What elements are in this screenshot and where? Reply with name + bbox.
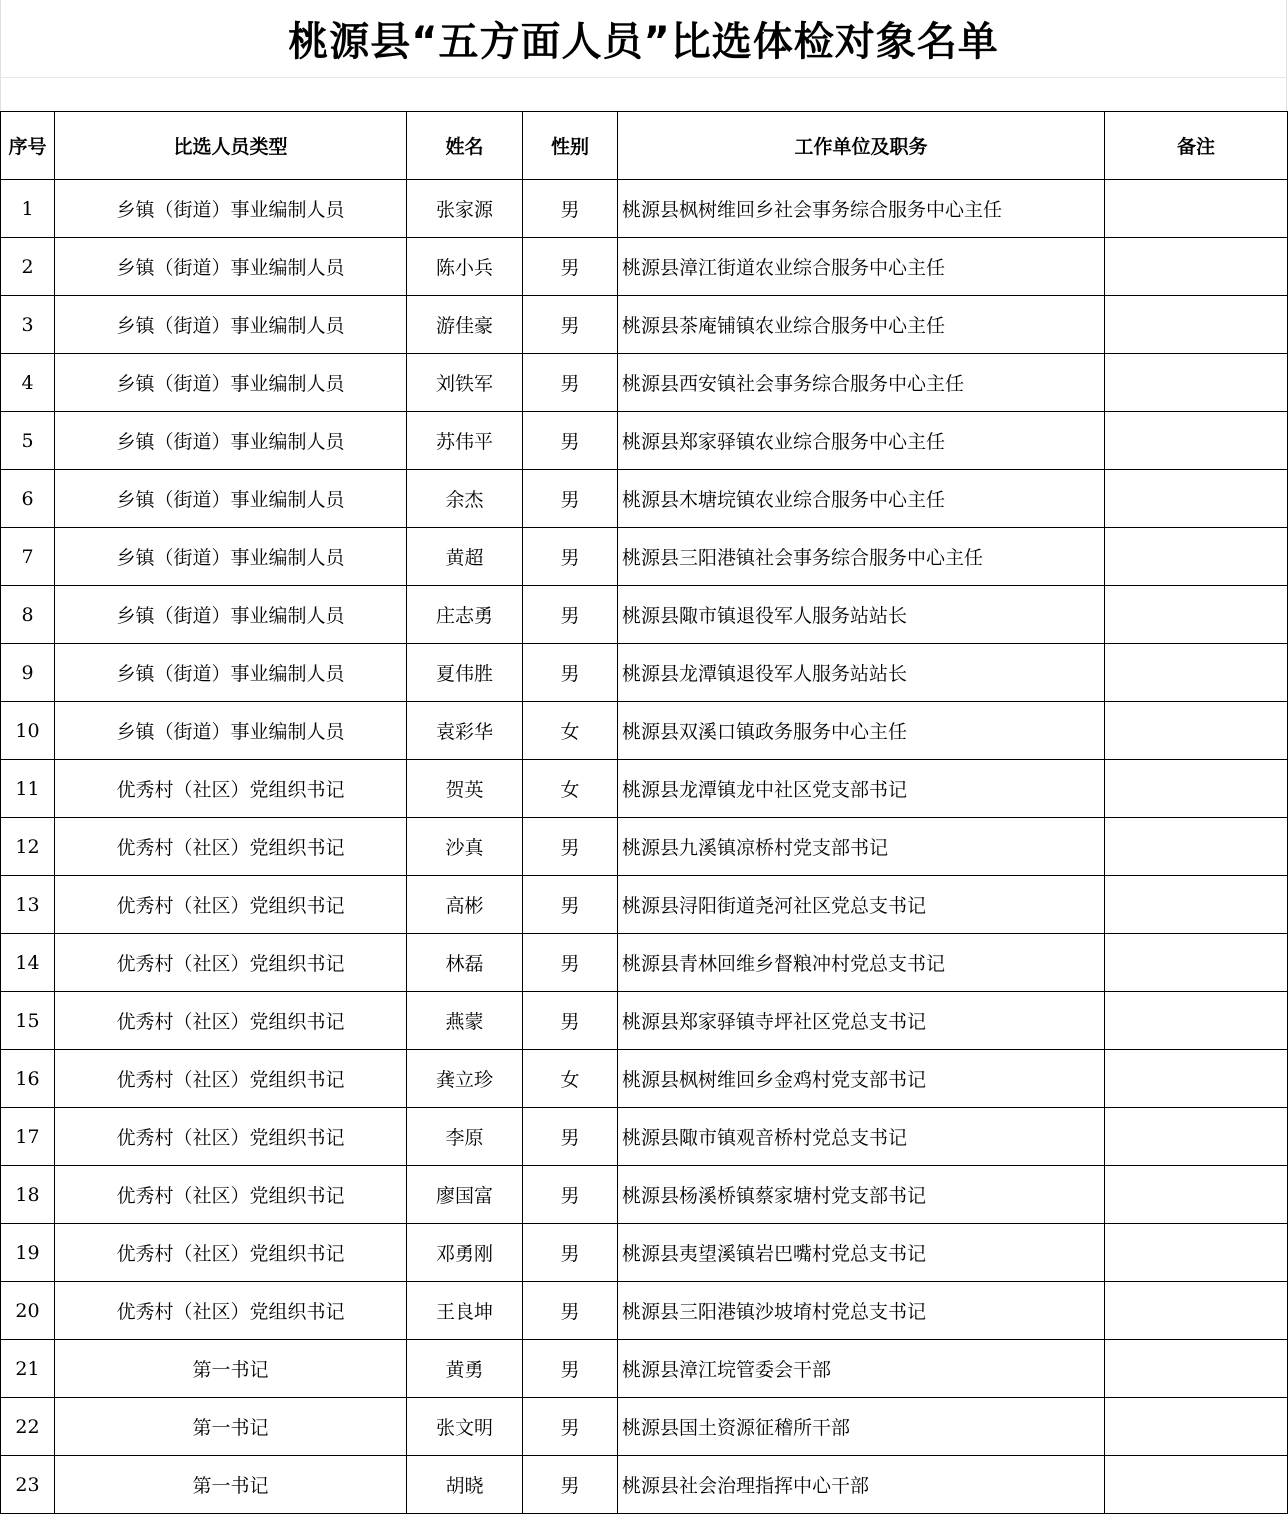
cell-type: 乡镇（街道）事业编制人员	[55, 354, 407, 412]
cell-gender: 男	[523, 238, 618, 296]
cell-note	[1105, 1456, 1288, 1514]
table-row	[1, 1456, 1288, 1514]
cell-note	[1105, 238, 1288, 296]
cell-note	[1105, 296, 1288, 354]
cell-gender: 男	[523, 876, 618, 934]
header-type: 比选人员类型	[55, 112, 407, 180]
cell-name: 苏伟平	[407, 412, 523, 470]
cell-unit: 桃源县双溪口镇政务服务中心主任	[618, 702, 1105, 760]
cell-note	[1105, 1224, 1288, 1282]
cell-note	[1105, 760, 1288, 818]
cell-unit: 桃源县龙潭镇龙中社区党支部书记	[618, 760, 1105, 818]
cell-gender: 男	[523, 528, 618, 586]
table-row	[1, 992, 1288, 1050]
cell-unit: 桃源县社会治理指挥中心干部	[618, 1456, 1105, 1514]
cell-unit: 桃源县九溪镇凉桥村党支部书记	[618, 818, 1105, 876]
cell-type: 优秀村（社区）党组织书记	[55, 1166, 407, 1224]
cell-type: 乡镇（街道）事业编制人员	[55, 412, 407, 470]
cell-gender: 男	[523, 644, 618, 702]
cell-unit: 桃源县杨溪桥镇蔡家塘村党支部书记	[618, 1166, 1105, 1224]
header-note: 备注	[1105, 112, 1288, 180]
cell-name: 胡晓	[407, 1456, 523, 1514]
cell-name: 高彬	[407, 876, 523, 934]
table-row	[1, 412, 1288, 470]
cell-name: 刘铁军	[407, 354, 523, 412]
cell-index: 10	[1, 702, 55, 760]
table-row	[1, 1108, 1288, 1166]
title-row	[0, 0, 1287, 78]
table-row	[1, 818, 1288, 876]
table-row	[1, 180, 1288, 238]
cell-note	[1105, 1282, 1288, 1340]
cell-type: 优秀村（社区）党组织书记	[55, 1224, 407, 1282]
cell-gender: 女	[523, 702, 618, 760]
cell-name: 李原	[407, 1108, 523, 1166]
table-row	[1, 470, 1288, 528]
cell-name: 袁彩华	[407, 702, 523, 760]
cell-note	[1105, 1166, 1288, 1224]
cell-name: 庄志勇	[407, 586, 523, 644]
cell-name: 张文明	[407, 1398, 523, 1456]
cell-index: 1	[1, 180, 55, 238]
cell-unit: 桃源县木塘垸镇农业综合服务中心主任	[618, 470, 1105, 528]
cell-note	[1105, 934, 1288, 992]
cell-type: 乡镇（街道）事业编制人员	[55, 296, 407, 354]
cell-gender: 女	[523, 760, 618, 818]
cell-type: 乡镇（街道）事业编制人员	[55, 644, 407, 702]
header-name: 姓名	[407, 112, 523, 180]
cell-index: 21	[1, 1340, 55, 1398]
cell-type: 优秀村（社区）党组织书记	[55, 818, 407, 876]
cell-gender: 女	[523, 1050, 618, 1108]
cell-gender: 男	[523, 1456, 618, 1514]
cell-type: 优秀村（社区）党组织书记	[55, 1108, 407, 1166]
table-row	[1, 644, 1288, 702]
cell-unit: 桃源县夷望溪镇岩巴嘴村党总支书记	[618, 1224, 1105, 1282]
cell-name: 余杰	[407, 470, 523, 528]
cell-unit: 桃源县西安镇社会事务综合服务中心主任	[618, 354, 1105, 412]
cell-unit: 桃源县国土资源征稽所干部	[618, 1398, 1105, 1456]
cell-type: 优秀村（社区）党组织书记	[55, 876, 407, 934]
cell-unit: 桃源县陬市镇退役军人服务站站长	[618, 586, 1105, 644]
cell-note	[1105, 876, 1288, 934]
cell-index: 7	[1, 528, 55, 586]
cell-gender: 男	[523, 1166, 618, 1224]
table-row	[1, 586, 1288, 644]
cell-gender: 男	[523, 818, 618, 876]
cell-note	[1105, 1108, 1288, 1166]
cell-index: 9	[1, 644, 55, 702]
cell-name: 夏伟胜	[407, 644, 523, 702]
cell-gender: 男	[523, 992, 618, 1050]
cell-name: 黄超	[407, 528, 523, 586]
cell-type: 乡镇（街道）事业编制人员	[55, 180, 407, 238]
cell-name: 黄勇	[407, 1340, 523, 1398]
cell-note	[1105, 992, 1288, 1050]
cell-note	[1105, 586, 1288, 644]
cell-type: 乡镇（街道）事业编制人员	[55, 238, 407, 296]
cell-gender: 男	[523, 296, 618, 354]
cell-name: 林磊	[407, 934, 523, 992]
cell-unit: 桃源县郑家驿镇农业综合服务中心主任	[618, 412, 1105, 470]
table-row	[1, 1340, 1288, 1398]
cell-index: 22	[1, 1398, 55, 1456]
cell-unit: 桃源县漳江垸管委会干部	[618, 1340, 1105, 1398]
cell-type: 优秀村（社区）党组织书记	[55, 992, 407, 1050]
cell-note	[1105, 702, 1288, 760]
cell-gender: 男	[523, 586, 618, 644]
cell-index: 16	[1, 1050, 55, 1108]
cell-note	[1105, 1340, 1288, 1398]
cell-name: 燕蒙	[407, 992, 523, 1050]
cell-gender: 男	[523, 180, 618, 238]
cell-name: 龚立珍	[407, 1050, 523, 1108]
cell-unit: 桃源县陬市镇观音桥村党总支书记	[618, 1108, 1105, 1166]
cell-gender: 男	[523, 1224, 618, 1282]
cell-unit: 桃源县枫树维回乡社会事务综合服务中心主任	[618, 180, 1105, 238]
cell-index: 6	[1, 470, 55, 528]
cell-index: 5	[1, 412, 55, 470]
cell-gender: 男	[523, 412, 618, 470]
cell-unit: 桃源县青林回维乡督粮冲村党总支书记	[618, 934, 1105, 992]
table-row	[1, 760, 1288, 818]
table-row	[1, 1282, 1288, 1340]
cell-index: 15	[1, 992, 55, 1050]
cell-note	[1105, 528, 1288, 586]
cell-name: 张家源	[407, 180, 523, 238]
cell-note	[1105, 644, 1288, 702]
cell-note	[1105, 1398, 1288, 1456]
cell-note	[1105, 818, 1288, 876]
cell-type: 第一书记	[55, 1340, 407, 1398]
table-row	[1, 528, 1288, 586]
cell-index: 13	[1, 876, 55, 934]
cell-name: 游佳豪	[407, 296, 523, 354]
cell-type: 乡镇（街道）事业编制人员	[55, 470, 407, 528]
cell-index: 23	[1, 1456, 55, 1514]
table-row	[1, 1398, 1288, 1456]
cell-index: 20	[1, 1282, 55, 1340]
cell-index: 3	[1, 296, 55, 354]
cell-gender: 男	[523, 1398, 618, 1456]
cell-unit: 桃源县郑家驿镇寺坪社区党总支书记	[618, 992, 1105, 1050]
document-title: 桃源县“五方面人员”比选体检对象名单	[288, 19, 999, 65]
table-header-row	[1, 112, 1288, 180]
cell-note	[1105, 354, 1288, 412]
blank-row	[0, 78, 1287, 111]
cell-index: 11	[1, 760, 55, 818]
cell-name: 邓勇刚	[407, 1224, 523, 1282]
table-row	[1, 296, 1288, 354]
cell-index: 2	[1, 238, 55, 296]
cell-type: 优秀村（社区）党组织书记	[55, 760, 407, 818]
cell-gender: 男	[523, 354, 618, 412]
header-gender: 性别	[523, 112, 618, 180]
cell-unit: 桃源县茶庵铺镇农业综合服务中心主任	[618, 296, 1105, 354]
cell-gender: 男	[523, 934, 618, 992]
cell-note	[1105, 180, 1288, 238]
header-index: 序号	[1, 112, 55, 180]
cell-type: 优秀村（社区）党组织书记	[55, 934, 407, 992]
table-body	[1, 180, 1288, 1514]
cell-note	[1105, 470, 1288, 528]
table-row	[1, 876, 1288, 934]
cell-index: 18	[1, 1166, 55, 1224]
cell-index: 12	[1, 818, 55, 876]
cell-name: 廖国富	[407, 1166, 523, 1224]
cell-name: 贺英	[407, 760, 523, 818]
cell-index: 8	[1, 586, 55, 644]
cell-unit: 桃源县三阳港镇沙坡堉村党总支书记	[618, 1282, 1105, 1340]
cell-unit: 桃源县漳江街道农业综合服务中心主任	[618, 238, 1105, 296]
cell-gender: 男	[523, 1340, 618, 1398]
cell-type: 第一书记	[55, 1398, 407, 1456]
cell-type: 优秀村（社区）党组织书记	[55, 1050, 407, 1108]
cell-index: 17	[1, 1108, 55, 1166]
table-row	[1, 1166, 1288, 1224]
cell-note	[1105, 412, 1288, 470]
table-row	[1, 354, 1288, 412]
cell-gender: 男	[523, 1108, 618, 1166]
cell-name: 沙真	[407, 818, 523, 876]
cell-gender: 男	[523, 1282, 618, 1340]
cell-gender: 男	[523, 470, 618, 528]
cell-type: 乡镇（街道）事业编制人员	[55, 702, 407, 760]
cell-index: 4	[1, 354, 55, 412]
table-row	[1, 238, 1288, 296]
header-unit: 工作单位及职务	[618, 112, 1105, 180]
candidate-table	[0, 111, 1288, 1514]
cell-unit: 桃源县龙潭镇退役军人服务站站长	[618, 644, 1105, 702]
cell-name: 陈小兵	[407, 238, 523, 296]
table-row	[1, 1050, 1288, 1108]
cell-type: 第一书记	[55, 1456, 407, 1514]
table-row	[1, 1224, 1288, 1282]
table-row	[1, 934, 1288, 992]
cell-type: 乡镇（街道）事业编制人员	[55, 528, 407, 586]
cell-name: 王良坤	[407, 1282, 523, 1340]
cell-note	[1105, 1050, 1288, 1108]
cell-index: 14	[1, 934, 55, 992]
cell-unit: 桃源县浔阳街道尧河社区党总支书记	[618, 876, 1105, 934]
cell-type: 乡镇（街道）事业编制人员	[55, 586, 407, 644]
cell-type: 优秀村（社区）党组织书记	[55, 1282, 407, 1340]
cell-index: 19	[1, 1224, 55, 1282]
cell-unit: 桃源县三阳港镇社会事务综合服务中心主任	[618, 528, 1105, 586]
table-row	[1, 702, 1288, 760]
cell-unit: 桃源县枫树维回乡金鸡村党支部书记	[618, 1050, 1105, 1108]
